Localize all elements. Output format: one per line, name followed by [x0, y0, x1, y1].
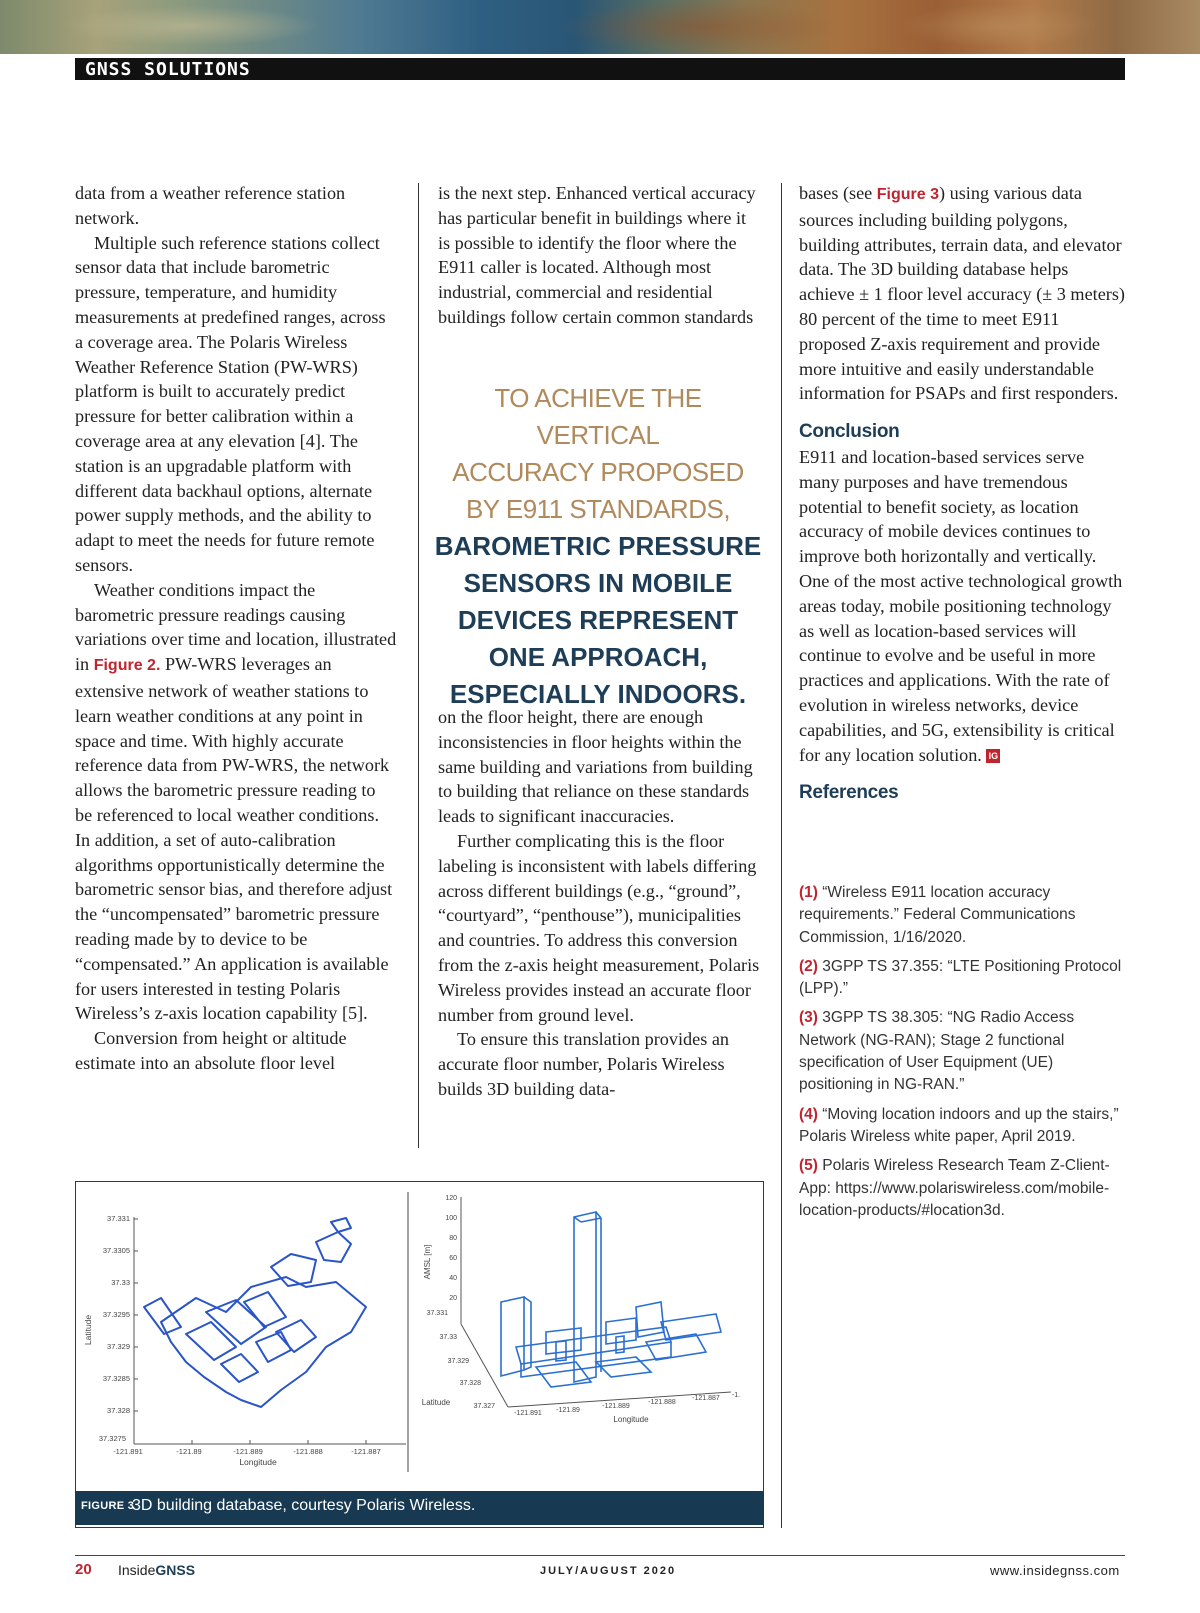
- left-xtick: -121.887: [351, 1447, 381, 1456]
- references-heading: References: [799, 782, 899, 804]
- pull-quote-line: DEVICES REPRESENT: [457, 605, 739, 635]
- left-xtick: -121.888: [293, 1447, 323, 1456]
- column-divider: [418, 183, 419, 1148]
- section-header-bar: [75, 58, 1125, 80]
- footer-issue: JULY/AUGUST 2020: [540, 1565, 677, 1577]
- right-ytick: 37.327: [473, 1403, 495, 1410]
- figure-3: [75, 1181, 764, 1528]
- reference-item: (3) 3GPP TS 38.305: “NG Radio Access Network (NG-RAN); Stage 2 functional specification of User Equipment (UE) positioning in NG-RAN.”: [799, 1009, 1075, 1094]
- right-xtick: -121.89: [556, 1407, 580, 1414]
- right-ztick: 20: [449, 1295, 457, 1302]
- paragraph: Weather conditions impact the barometric pressure readings causing variations over time and location, illustrated in Figure 2. PW-WRS leverages an extensive network of weather stations to learn weather conditions at any point in space and time. With highly accurate reference data from PW-WRS, the network allows the barometric pressure reading to be referenced to local weather conditions. In addition, a set of auto-calibration algorithms opportunistically determine the barometric sensor bias, and therefore adjust the “uncompensated” barometric pressure reading made by to device to be “compensated.” An application is available for users interested in testing Polaris Wireless’s z-axis location capability [5].: [75, 579, 397, 1024]
- right-ztick: 40: [449, 1275, 457, 1282]
- column-3: [799, 181, 1126, 806]
- right-ztick: 60: [449, 1255, 457, 1262]
- left-xtick: -121.891: [113, 1447, 143, 1456]
- header-banner-image: [0, 0, 1200, 54]
- section-title: GNSS SOLUTIONS: [85, 59, 251, 80]
- left-xtick: -121.89: [176, 1447, 202, 1456]
- column-2-continued: [438, 705, 760, 1102]
- footer-url[interactable]: www.insidegnss.com: [990, 1563, 1120, 1578]
- conclusion-heading: Conclusion: [799, 421, 900, 443]
- paragraph: data from a weather reference station network.: [75, 183, 346, 228]
- right-ytick: 37.328: [459, 1380, 481, 1387]
- right-ylabel: Latitude: [421, 1398, 451, 1407]
- reference-item: (2) 3GPP TS 37.355: “LTE Positioning Protocol (LPP).”: [799, 957, 1122, 998]
- paragraph: on the floor height, there are enough inconsistencies in floor heights within the same building and variations from building to building that reliance on these standards leads to significant inaccuracies.: [438, 707, 753, 827]
- left-ytick: 37.3285: [102, 1374, 130, 1383]
- right-xlabel: Longitude: [613, 1415, 649, 1424]
- building-3d-wireframe: [501, 1212, 721, 1387]
- left-ytick: 37.3305: [102, 1246, 130, 1255]
- left-ylabel: Latitude: [83, 1314, 93, 1346]
- column-divider: [781, 183, 782, 1528]
- right-zlabel: AMSL [m]: [423, 1244, 432, 1280]
- figure-caption: [75, 1491, 764, 1525]
- left-ytick: 37.3295: [102, 1310, 130, 1319]
- right-ytick: 37.331: [426, 1310, 448, 1317]
- page-number: 20: [75, 1561, 92, 1578]
- column-1: [75, 181, 397, 1076]
- left-ytick: 37.33: [111, 1278, 130, 1287]
- footer-brand: InsideGNSS: [118, 1562, 196, 1578]
- reference-item: (1) “Wireless E911 location accuracy requirements.” Federal Communications Commission, 1/16/2020.: [799, 884, 1076, 946]
- paragraph: Further complicating this is the floor labeling is inconsistent with labels differing across different buildings (e.g., “ground”, “courtyard”, “penthouse”), municipalities and countries. To address this conversion from the z-axis height measurement, Polaris Wireless provides instead an accurate floor number from ground level.: [438, 830, 760, 1025]
- pull-quote-line: BAROMETRIC PRESSURE: [434, 531, 762, 561]
- figure-3-link[interactable]: Figure 3: [876, 186, 940, 203]
- footer-rule: [75, 1555, 1125, 1556]
- pull-quote-line: ONE APPROACH,: [488, 642, 708, 672]
- right-xtick: -1.: [731, 1392, 741, 1399]
- pull-quote-line: BY E911 STANDARDS,: [465, 494, 731, 524]
- figure-label: FIGURE 3: [81, 1500, 135, 1512]
- right-xtick: -121.889: [602, 1403, 630, 1410]
- paragraph: Conversion from height or altitude estimate into an absolute floor level: [75, 1028, 347, 1073]
- right-ztick: 80: [449, 1235, 457, 1242]
- column-2: [438, 181, 760, 330]
- reference-item: (5) Polaris Wireless Research Team Z-Client-App: https://www.polariswireless.com/mobile-location-products/#location3d.: [799, 1157, 1110, 1219]
- figure-caption-text: 3D building database, courtesy Polaris Wireless.: [132, 1497, 476, 1514]
- left-xlabel: Longitude: [239, 1457, 277, 1467]
- paragraph: is the next step. Enhanced vertical accuracy has particular benefit in buildings where it is possible to identify the floor where the E911 caller is located. Although most industrial, commercial and residential buildings follow certain common standards: [438, 183, 756, 327]
- right-ztick: 120: [445, 1195, 457, 1202]
- left-ytick: 37.329: [107, 1342, 130, 1351]
- pull-quote: [433, 380, 763, 713]
- figure-2-link[interactable]: Figure 2.: [93, 657, 161, 675]
- paragraph: Multiple such reference stations collect sensor data that include barometric pressure, temperature, and humidity measurements at predefined ranges, across a coverage area. The Polaris Wireless Weather Reference Station (PW-WRS) platform is built to accurately predict pressure for better calibration within a coverage area at any elevation [4]. The station is an upgradable platform with different data backhaul options, alternate power supply methods, and the ability to adapt to meet the needs for future remote sensors.: [75, 232, 386, 575]
- paragraph: To ensure this translation provides an accurate floor number, Polaris Wireless builds 3D building data-: [438, 1029, 729, 1099]
- right-xtick: -121.887: [692, 1395, 720, 1402]
- right-xtick: -121.891: [514, 1410, 542, 1417]
- reference-item: (4) “Moving location indoors and up the stairs,” Polaris Wireless white paper, April 2019.: [799, 1105, 1119, 1145]
- building-footprints: [144, 1218, 366, 1407]
- pull-quote-line: ESPECIALLY INDOORS.: [449, 679, 747, 709]
- left-ytick: 37.3275: [98, 1434, 126, 1443]
- left-ytick: 37.328: [107, 1406, 130, 1415]
- right-ytick: 37.33: [439, 1334, 457, 1341]
- figure-3-graphic: [76, 1182, 763, 1527]
- end-mark-icon: IG: [986, 749, 1000, 763]
- pull-quote-line: SENSORS IN MOBILE: [463, 568, 733, 598]
- left-xtick: -121.889: [233, 1447, 263, 1456]
- right-ztick: 100: [445, 1215, 457, 1222]
- pull-quote-line: ACCURACY PROPOSED: [452, 457, 744, 487]
- right-xtick: -121.888: [648, 1399, 676, 1406]
- paragraph: E911 and location-based services serve many purposes and have tremendous potential to benefit society, as location accuracy of mobile devices continues to improve both horizontally and vertically. One of the most active technological growth areas today, mobile positioning technology as well as location-based services will continue to evolve and be useful in more practices and applications. With the rate of evolution in wireless networks, device capabilities, and 5G, extensibility is critical for any location solution. IG: [799, 446, 1123, 765]
- right-ytick: 37.329: [447, 1358, 469, 1365]
- references-list: [799, 882, 1124, 1229]
- pull-quote-line: TO ACHIEVE THE VERTICAL: [494, 383, 702, 450]
- left-ytick: 37.331: [107, 1214, 130, 1223]
- paragraph: bases (see Figure 3) using various data sources including building polygons, building attributes, terrain data, and elevator data. The 3D building database helps achieve ± 1 floor level accuracy (± 3 meters) 80 percent of the time to meet E911 proposed Z-axis requirement and provide more intuitive and easily understandable information for PSAPs and first responders.: [799, 183, 1125, 404]
